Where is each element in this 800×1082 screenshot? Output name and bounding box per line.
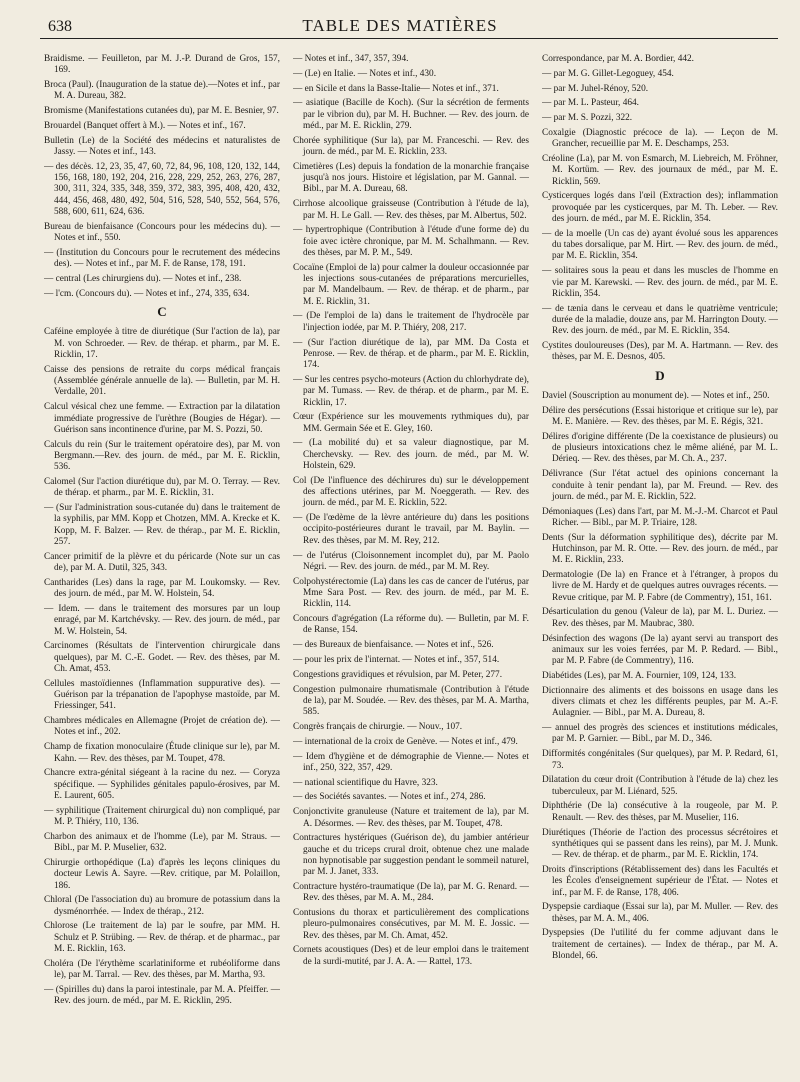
index-entry: Congrès français de chirurgie. — Nouv., 107. <box>293 721 463 732</box>
index-entry: Chambres médicales en Allemagne (Projet de création de). — Notes et inf., 202. <box>44 716 280 738</box>
index-entry: — asiatique (Bacille de Koch). (Sur la sécrétion de ferments par le vibrion du), par M. H. Buchner. — Rev. des journ. de méd., par M. E. Ricklin, 279. <box>293 98 529 131</box>
index-entry: Difformités congénitales (Sur quelques), par M. P. Redard, 61, 73. <box>542 749 778 771</box>
index-entry: Contractures hystériques (Guérison de), du jambier antérieur gauche et du triceps crural droit, obtenue chez une malade non hypnotisable par suggestion pendant le sommeil naturel, par M. J. Janet, 333. <box>293 833 529 878</box>
index-entry: Cellules mastoïdiennes (Inflammation suppurative des). — Guérison par la trépanation de l'apophyse mastoïde, par M. Friessinger, 541. <box>44 678 280 712</box>
index-entry: Calomel (Sur l'action diurétique du), par M. O. Terray. — Rev. de thérap. et pharm., par M. E. Ricklin, 31. <box>44 477 280 499</box>
index-entry: Délivrance (Sur l'état actuel des opinions concernant la conduite à tenir pendant la), par M. Freund. — Rev. des journ. de méd., par M. E. Ricklin, 522. <box>542 469 778 502</box>
index-entry: Bromisme (Manifestations cutanées du), par M. E. Besnier, 97. <box>44 106 279 117</box>
index-entry: — (Le) en Italie. — Notes et inf., 430. <box>293 68 437 79</box>
index-entry: Charbon des animaux et de l'homme (Le), par M. Straus. — Bibl., par M. P. Muselier, 632. <box>44 831 280 854</box>
index-entry: — (De l'emploi de la) dans le traitement de l'hydrocèle par l'injection iodée, par M. P. Thiéry, 208, 217. <box>293 311 529 333</box>
index-entry: — des Bureaux de bienfaisance. — Notes et inf., 526. <box>293 640 494 651</box>
index-entry: Concours d'agrégation (La réforme du). — Bulletin, par M. F. de Ranse, 154. <box>293 614 529 636</box>
index-entry: Choléra (De l'érythème scarlatiniforme et rubéoliforme dans le), par M. Tarral. — Rev. des thèses, par M. Martha, 93. <box>44 958 280 981</box>
index-entry: Dyspepsies (De l'utilité du fer comme adjuvant dans le traitement de certaines). — Index de thérap., par M. A. Blondel, 66. <box>542 928 778 961</box>
index-column-1 <box>44 54 280 1074</box>
index-entry: Chlorose (Le traitement de la) par le soufre, par MM. H. Schulz et P. Strübing. — Rev. de thérap. et de pharmac., par M. E. Ricklin, 163. <box>44 921 280 954</box>
index-entry: Chloral (De l'association du) au bromure de potassium dans la dysménorrhée. — Index de thérap., 212. <box>44 895 280 917</box>
index-entry: — par M. L. Pasteur, 464. <box>542 98 639 109</box>
index-entry: — Sur les centres psycho-moteurs (Action du chlorhydrate de), par M. Tumass. — Rev. de thérap. et de pharm., par M. E. Ricklin, 17. <box>293 374 529 408</box>
index-column-3 <box>542 54 778 1074</box>
index-entry: Diurétiques (Théorie de l'action des processus sécrétoires et synthétiques qui se passent dans les reins), par M. J. Munk. — Rev. de thérap. et de pharm., par M. E. Ricklin, 174. <box>542 827 778 861</box>
index-entry: Correspondance, par M. A. Bordier, 442. <box>542 54 694 64</box>
index-entry: — par M. G. Gillet-Legoguey, 454. <box>542 68 674 79</box>
index-entry: Cœur (Expérience sur les mouvements rythmiques du), par MM. Germain Sée et E. Gley, 160. <box>293 412 529 434</box>
index-entry: Congestions gravidiques et révulsion, par M. Peter, 277. <box>293 669 503 680</box>
index-entry: Cystites douloureuses (Des), par M. A. Hartmann. — Rev. des thèses, par M. E. Desnos, 405. <box>542 341 778 363</box>
index-entry: Désarticulation du genou (Valeur de la), par M. L. Duriez. — Rev. des thèses, par M. Maubrac, 380. <box>542 607 778 629</box>
index-entry: Délire des persécutions (Essai historique et critique sur le), par M. E. Manière. — Rev. des thèses, par M. E. Régis, 321. <box>542 405 778 428</box>
page-number: 638 <box>48 18 72 35</box>
index-entry: — Idem. — dans le traitement des morsures par un loup enragé, par M. Kartchévsky. — Rev. des journ. de méd., par M. W. Holstein, 54. <box>44 603 280 637</box>
index-entry: — (La mobilité du) et sa valeur diagnostique, par M. Cherchevsky. — Rev. des journ. de méd., par M. W. Holstein, 629. <box>293 438 529 471</box>
index-entry: Caféine employée à titre de diurétique (Sur l'action de la), par M. von Schroeder. — Rev. de thérap. et pharm., par M. E. Ricklin, 17. <box>44 327 280 361</box>
index-entry: Brouardel (Banquet offert à M.). — Notes et inf., 167. <box>44 120 246 131</box>
index-entry: Cancer primitif de la plèvre et du péricarde (Note sur un cas de), par M. A. Dutil, 325, 343. <box>44 551 280 574</box>
index-columns <box>44 54 778 1074</box>
index-entry: Dents (Sur la déformation syphilitique des), décrite par M. Hutchinson, par M. R. Otte. — Rev. des journ. de méd., par M. E. Ricklin, 233. <box>542 532 778 566</box>
index-entry: Col (De l'influence des déchirures du) sur le développement des affections utérines, par M. Noeggerath. — Rev. des journ. de méd., par M. E. Ricklin, 522. <box>293 475 529 509</box>
index-entry: — syphilitique (Traitement chirurgical du) non compliqué, par M. P. Thiéry, 110, 136. <box>44 805 280 828</box>
index-entry: Désinfection des wagons (De la) ayant servi au transport des animaux sur les voies ferrées, par M. P. Redard. — Bibl., par M. P. Fabre (de Commentry), 116. <box>542 633 778 667</box>
index-entry: Carcinomes (Résultats de l'intervention chirurgicale dans quelques), par M. C.-E. Godet. — Rev. des thèses, par M. Ch. Amat, 453. <box>44 641 280 674</box>
index-entry: Colpohystérectomie (La) dans les cas de cancer de l'utérus, par Mme Sara Post. — Rev. des journ. de méd., par M. E. Ricklin, 114. <box>293 576 529 610</box>
index-entry: — de la moelle (Un cas de) ayant évolué sous les apparences du tabes dorsalique, par M. Hirt. — Rev. des journ. de méd., par M. E. Ricklin, 354. <box>542 228 778 262</box>
index-entry: — Notes et inf., 347, 357, 394. <box>293 54 409 64</box>
index-entry: Conjonctivite granuleuse (Nature et traitement de la), par M. A. Désormes. — Rev. des thèses, par M. Toupet, 478. <box>293 807 529 829</box>
section-letter: D <box>655 367 665 383</box>
index-entry: Bureau de bienfaisance (Concours pour les médecins du). — Notes et inf., 550. <box>44 221 280 244</box>
index-entry: Chancre extra-génital siégeant à la racine du nez. — Coryza spécifique. — Syphilides génitales papulo-érosives, par M. E. Laurent, 605. <box>44 768 280 801</box>
index-entry: Démoniaques (Les) dans l'art, par M. M.-J.-M. Charcot et Paul Richer. — Bibl., par M. P. Triaire, 128. <box>542 506 778 528</box>
index-entry: Chirurgie orthopédique (La) d'après les leçons cliniques du docteur Lewis A. Sayre. —Rev. critique, par M. Polaillon, 186. <box>44 857 280 891</box>
index-entry: — par M. S. Pozzi, 322. <box>542 113 633 124</box>
index-entry: Dermatologie (De la) en France et à l'étranger, à propos du livre de M. Hardy et de quelques autres ouvrages récents. — Revue critique, par M. P. Fabre (de Commentry), 151, 161. <box>542 570 778 603</box>
index-entry: Cirrhose alcoolique graisseuse (Contribution à l'étude de la), par M. H. Le Gall. — Rev. des thèses, par M. Albertus, 502. <box>293 199 529 221</box>
index-entry: Créoline (La), par M. von Esmarch, M. Liebreich, M. Fröhner, M. Kortüm. — Rev. des journaux de méd., par M. E. Ricklin, 569. <box>542 154 778 187</box>
index-entry: — des Sociétés savantes. — Notes et inf., 274, 286. <box>293 792 486 803</box>
index-entry: — solitaires sous la peau et dans les muscles de l'homme en vie par M. Karewski. — Rev. des journ. de méd., par M. E. Ricklin, 354. <box>542 266 778 299</box>
index-entry: — Idem d'hygiène et de démographie de Vienne.— Notes et inf., 250, 322, 357, 429. <box>293 751 529 773</box>
index-entry: Braidisme. — Feuilleton, par M. J.-P. Durand de Gros, 157, 169. <box>44 54 280 76</box>
index-entry: — pour les prix de l'internat. — Notes et inf., 357, 514. <box>293 654 500 665</box>
index-entry: Congestion pulmonaire rhumatismale (Contribution à l'étude de la), par M. Soudée. — Rev. des thèses, par M. A. Martha, 585. <box>293 684 529 718</box>
index-entry: — des décès. 12, 23, 35, 47, 60, 72, 84, 96, 108, 120, 132, 144, 156, 168, 180, 192, 204, 216, 228, 229, 252, 263, 276, 287, 300, 311, 324, 335, 348, 359, 372, 383, 395, 408, 420, 432, 444, 456, 468, 480, 492, 504, 516, 528, 540, 552, 564, 576, 588, 600, 611, 624, 636. <box>44 161 280 218</box>
index-entry: Calcul vésical chez une femme. — Extraction par la dilatation immédiate progressive de l'urèthre (Bougies de Hégar). — Guérison sans incontinence d'urine, par M. S. Pozzi, 50. <box>44 402 280 435</box>
index-entry: — national scientifique du Havre, 323. <box>293 777 438 788</box>
index-entry: — hypertrophique (Contribution à l'étude d'une forme de) du foie avec ictère chronique, par M. M. Schalhmann. — Rev. des thèses, par M. P. M., 549. <box>293 225 529 258</box>
index-entry: Contracture hystéro-traumatique (De la), par M. G. Renard. — Rev. des thèses, par M. A. M., 284. <box>293 882 529 904</box>
index-entry: — (Institution du Concours pour le recrutement des médecins des). — Notes et inf., par M. F. de Ranse, 178, 191. <box>44 247 280 270</box>
index-entry: — de tænia dans le cerveau et dans le quatrième ventricule; durée de la maladie, douze ans, par M. Harrington Douty. — Rev. des journ. de méd., par M. E. Ricklin, 354. <box>542 303 778 337</box>
running-title: TABLE DES MATIÈRES <box>302 16 498 35</box>
index-entry: Caisse des pensions de retraite du corps médical français (Assemblée générale annuelle de la). — Bulletin, par M. H. Verdalle, 201. <box>44 364 280 398</box>
index-entry: Cocaïne (Emploi de la) pour calmer la douleur occasionnée par les injections sous-cutanées de préparations mercurielles, par M. Mandelbaum. — Rev. de thérap. et de pharm., par M. E. Ricklin, 31. <box>293 262 529 307</box>
index-entry: Bulletin (Le) de la Société des médecins et naturalistes de Jassy. — Notes et inf., 143. <box>44 135 280 158</box>
index-entry: — (Sur l'administration sous-cutanée du) dans le traitement de la syphilis, par MM. Kopp et Chotzen, MM. A. Krecke et K. Kopp, M. F. Balzer. — Rev. de thérap., par M. E. Ricklin, 257. <box>44 503 280 547</box>
index-entry: Broca (Paul). (Inauguration de la statue de).—Notes et inf., par M. A. Dureau, 382. <box>44 80 280 102</box>
index-entry: Diphthérie (De la) consécutive à la rougeole, par M. P. Renault. — Rev. des thèses, par M. Muselier, 116. <box>542 801 778 823</box>
index-entry: Cornets acoustiques (Des) et de leur emploi dans le traitement de la surdi-mutité, par J. A. A. — Rattel, 173. <box>293 945 529 967</box>
index-entry: Chorée syphilitique (Sur la), par M. Franceschi. — Rev. des journ. de méd., par M. E. Ricklin, 233. <box>293 135 529 158</box>
header-rule <box>40 38 778 39</box>
index-entry: — central (Les chirurgiens du). — Notes et inf., 238. <box>44 274 242 285</box>
index-entry: Dictionnaire des aliments et des boissons en usage dans les divers climats et chez les différents peuples, par M. A.-F. Aulagnier. — Bibl., par M. A. Dureau, 8. <box>542 685 778 719</box>
index-entry: Délires d'origine différente (De la coexistance de plusieurs) ou de plusieurs intoxications chez le même aliéné, par M. L. Dérieq. — Rev. des thèses, par M. Ch. A., 237. <box>542 431 778 465</box>
index-entry: Contusions du thorax et particulièrement des complications pleuro-pulmonaires consécutives, par M. M. E. Jossic. — Rev. des thèses, par M. Ch. Amat, 452. <box>293 908 529 941</box>
index-entry: Droits d'inscriptions (Rétablissement des) dans les Facultés et les Écoles d'enseignement supérieur de l'État. — Notes et inf., par M. F. de Ranse, 178, 406. <box>542 864 778 898</box>
index-entry: Calculs du rein (Sur le traitement opératoire des), par M. von Bergmann.—Rev. des journ. de méd., par M. E. Ricklin, 536. <box>44 439 280 473</box>
index-entry: Cimetières (Les) depuis la fondation de la monarchie française jusqu'à nos jours. Histoire et législation, par M. Gannal. — Bibl., par M. A. Dureau, 68. <box>293 161 529 195</box>
section-letter: C <box>157 304 167 320</box>
index-entry: Dilatation du cœur droit (Contribution à l'étude de la) chez les tuberculeux, par M. Liénard, 525. <box>542 775 778 797</box>
index-entry: Champ de fixation monoculaire (Étude clinique sur le), par M. Kahn. — Rev. des thèses, par M. Toupet, 478. <box>44 742 280 764</box>
index-entry: — en Sicile et dans la Basse-Italie— Notes et inf., 371. <box>293 83 499 94</box>
index-column-2 <box>293 54 529 1074</box>
index-entry: — annuel des progrès des sciences et institutions médicales, par M. P. Garnier. — Bibl., par M. D., 346. <box>542 723 778 745</box>
index-entry: — (Spirilles du) dans la paroi intestinale, par M. A. Pfeiffer. — Rev. des journ. de méd., par M. E. Ricklin, 295. <box>44 984 280 1007</box>
index-entry: — (Sur l'action diurétique de la), par MM. Da Costa et Penrose. — Rev. de thérap. et de pharm., par M. E. Ricklin, 174. <box>293 337 529 371</box>
index-entry: — de l'utérus (Cloisonnement incomplet du), par M. Paolo Négri. — Rev. des journ. de méd., par M. M. Rey. <box>293 550 529 572</box>
index-entry: — (De l'œdème de la lèvre antérieure du) dans les positions occipito-postérieures durant le travail, par M. Baylin. — Rev. des thèses, par M. M. Rey, 212. <box>293 513 529 546</box>
index-entry: Diabétides (Les), par M. A. Fournier, 109, 124, 133. <box>542 670 737 681</box>
index-entry: Cysticerques logés dans l'œil (Extraction des); inflammation provoquée par les cysticerques, par M. Th. Leber. — Rev. des journ. de méd., par M. E. Ricklin, 354. <box>542 191 778 225</box>
index-entry: — international de la croix de Genève. — Notes et inf., 479. <box>293 736 518 747</box>
index-entry: Cantharides (Les) dans la rage, par M. Loukomsky. — Rev. des journ. de méd., par M. W. Holstein, 54. <box>44 577 280 600</box>
page-header <box>0 14 800 40</box>
index-entry: Daviel (Souscription au monument de). — Notes et inf., 250. <box>542 390 770 401</box>
index-entry: Coxalgie (Diagnostic précoce de la). — Leçon de M. Grancher, recueillie par M. E. Deschamps, 253. <box>542 127 778 150</box>
index-entry: — l'cm. (Concours du). — Notes et inf., 274, 335, 634. <box>44 288 250 299</box>
index-entry: Dyspepsie cardiaque (Essai sur la), par M. Muller. — Rev. des thèses, par M. A. M., 406. <box>542 902 778 924</box>
index-entry: — par M. Juhel-Rénoy, 520. <box>542 83 649 94</box>
